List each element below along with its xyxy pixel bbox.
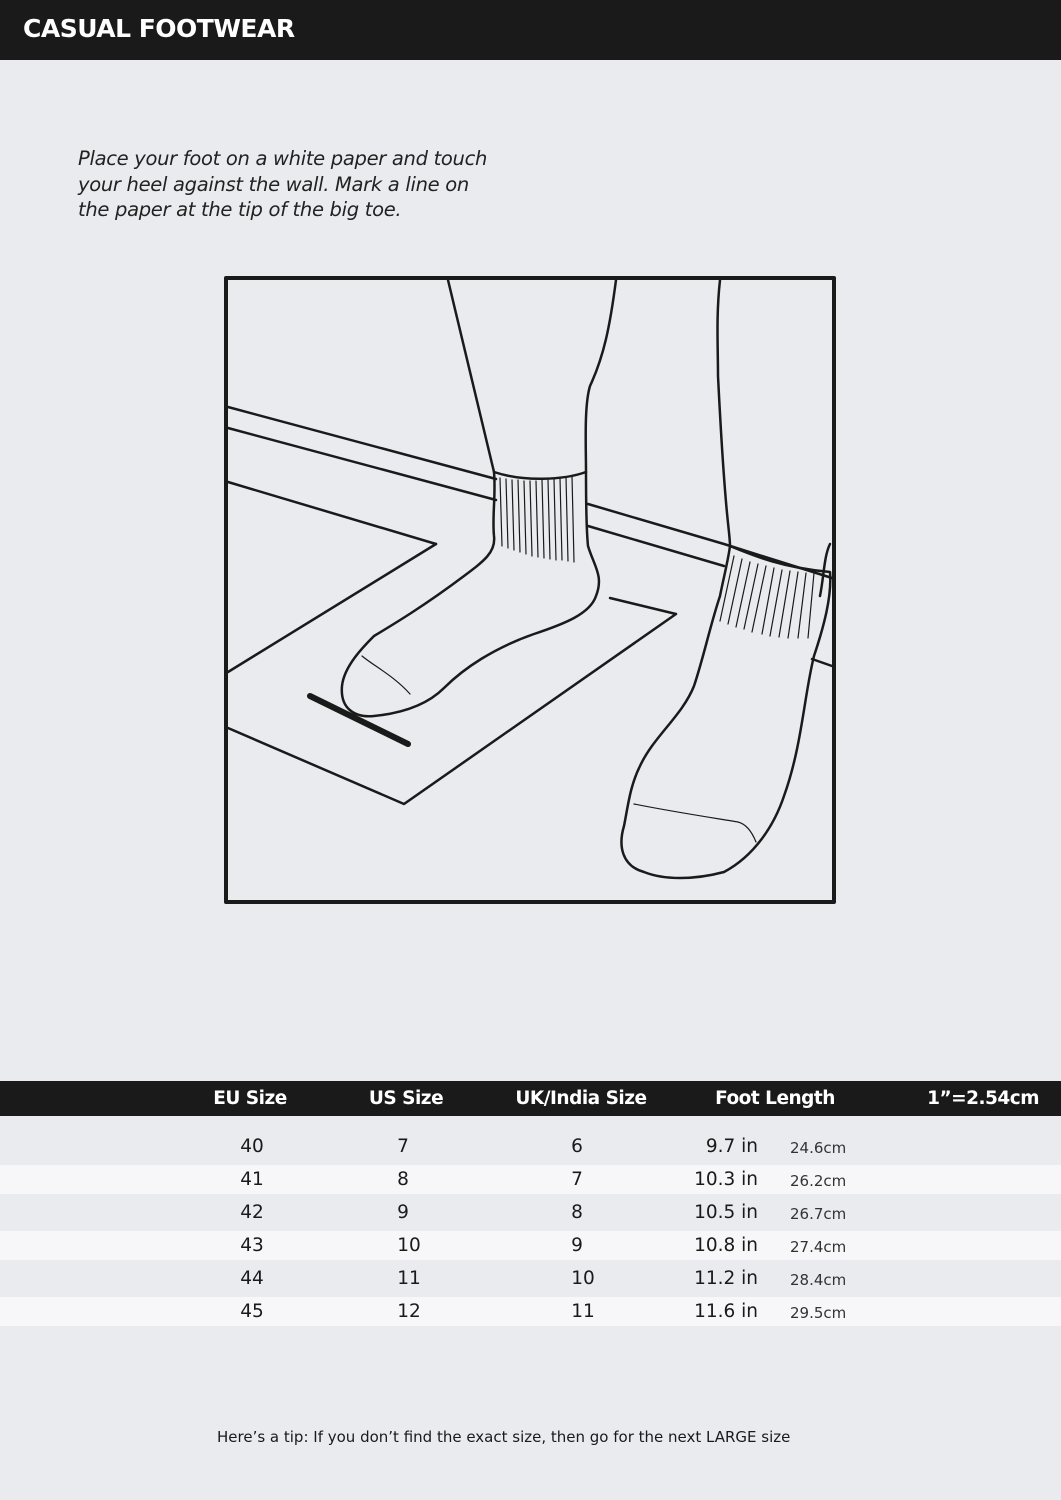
header-uk-india-size: UK/India Size — [515, 1088, 647, 1109]
cell-us: 12 — [397, 1301, 421, 1322]
cell-uk: 7 — [571, 1169, 583, 1190]
instruction-line-3: the paper at the tip of the big toe. — [78, 198, 402, 221]
instruction-line-1: Place your foot on a white paper and touch — [78, 147, 488, 170]
cell-eu: 45 — [240, 1301, 264, 1322]
cell-cm: 26.2cm — [790, 1172, 847, 1190]
header-bar — [0, 0, 1061, 60]
page-title: CASUAL FOOTWEAR — [23, 14, 295, 43]
cell-cm: 24.6cm — [790, 1139, 847, 1157]
cell-inches: 10.5 in — [694, 1202, 758, 1223]
foot-measurement-illustration — [224, 276, 836, 906]
cell-eu: 42 — [240, 1202, 264, 1223]
cell-cm: 26.7cm — [790, 1205, 847, 1223]
table-row — [0, 1231, 1061, 1260]
header-conversion: 1”=2.54cm — [927, 1088, 1039, 1109]
cell-inches: 11.6 in — [694, 1301, 758, 1322]
cell-cm: 28.4cm — [790, 1271, 847, 1289]
size-tip: Here’s a tip: If you don’t find the exact size, then go for the next LARGE size — [217, 1428, 791, 1446]
instruction-line-2: your heel against the wall. Mark a line on — [78, 172, 469, 196]
table-row — [0, 1264, 1061, 1293]
table-row — [0, 1297, 1061, 1326]
cell-us: 8 — [397, 1169, 409, 1190]
cell-us: 10 — [397, 1235, 421, 1256]
header-eu-size: EU Size — [213, 1088, 287, 1109]
cell-us: 7 — [397, 1136, 409, 1157]
table-row — [0, 1132, 1061, 1161]
cell-us: 11 — [397, 1268, 421, 1289]
header-us-size: US Size — [368, 1088, 444, 1109]
cell-cm: 29.5cm — [790, 1304, 847, 1322]
cell-uk: 8 — [571, 1202, 583, 1223]
cell-inches: 10.8 in — [694, 1235, 758, 1256]
cell-uk: 9 — [571, 1235, 583, 1256]
measurement-instruction — [78, 146, 558, 223]
cell-cm: 27.4cm — [790, 1238, 847, 1256]
cell-uk: 11 — [571, 1301, 595, 1322]
cell-uk: 6 — [571, 1136, 583, 1157]
table-row — [0, 1198, 1061, 1227]
cell-uk: 10 — [571, 1268, 595, 1289]
cell-eu: 43 — [240, 1235, 264, 1256]
cell-inches: 10.3 in — [694, 1169, 758, 1190]
header-foot-length: Foot Length — [715, 1088, 835, 1109]
illustration-frame — [226, 278, 834, 902]
size-table-header — [0, 1081, 1061, 1116]
cell-inches: 9.7 in — [705, 1136, 758, 1157]
cell-eu: 41 — [240, 1169, 264, 1190]
cell-inches: 11.2 in — [694, 1268, 758, 1289]
cell-us: 9 — [397, 1202, 409, 1223]
table-row — [0, 1165, 1061, 1194]
cell-eu: 44 — [240, 1268, 264, 1289]
cell-eu: 40 — [240, 1136, 264, 1157]
